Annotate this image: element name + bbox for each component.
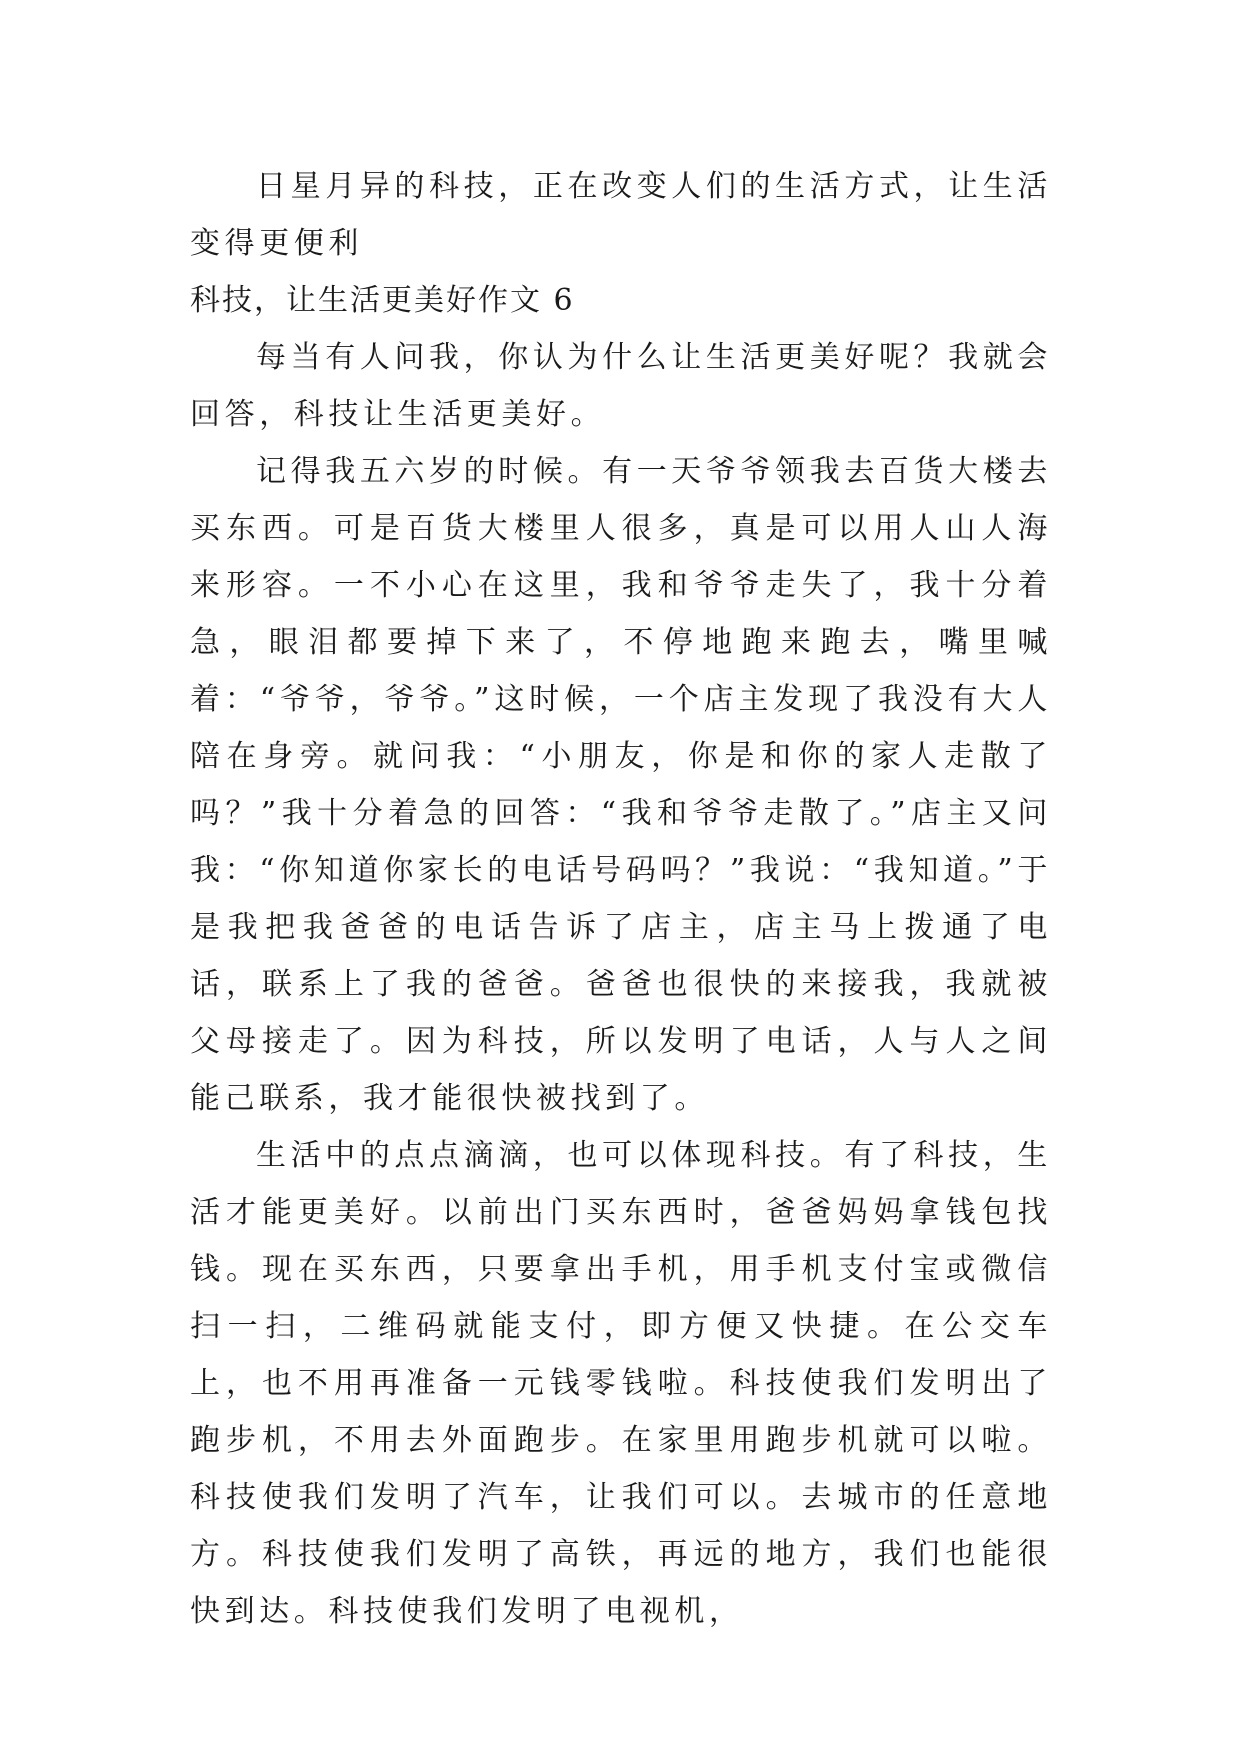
paragraph-2: 记得我五六岁的时候。有一天爷爷领我去百货大楼去买东西。可是百货大楼里人很多，真是可以用人山人海来形容。一不小心在这里，我和爷爷走失了，我十分着急，眼泪都要掉下来了，不停地跑来跑去，嘴里喊着：“爷爷，爷爷。”这时候，一个店主发现了我没有大人陪在身旁。就问我：“小朋友，你是和你的家人走散了吗？”我十分着急的回答：“我和爷爷走散了。”店主又问我：“你知道你家长的电话号码吗？”我说：“我知道。”于是我把我爸爸的电话告诉了店主，店主马上拨通了电话，联系上了我的爸爸。爸爸也很快的来接我，我就被父母接走了。因为科技，所以发明了电话，人与人之间能己联系，我才能很快被找到了。 — [190, 454, 1052, 1116]
intro-paragraph: 日星月异的科技，正在改变人们的生活方式，让生活变得更便利 — [190, 169, 1052, 261]
paragraph-1: 每当有人问我，你认为什么让生活更美好呢？我就会回答，科技让生活更美好。 — [190, 340, 1052, 432]
paragraph-3: 生活中的点点滴滴，也可以体现科技。有了科技，生活才能更美好。以前出门买东西时，爸爸妈妈拿钱包找钱。现在买东西，只要拿出手机，用手机支付宝或微信扫一扫，二维码就能支付，即方便又快捷。在公交车上，也不用再准备一元钱零钱啦。科技使我们发明出了跑步机，不用去外面跑步。在家里用跑步机就可以啦。科技使我们发明了汽车，让我们可以。去城市的任意地方。科技使我们发明了高铁，再远的地方，我们也能很快到达。科技使我们发明了电视机， — [190, 1138, 1052, 1629]
document-body — [190, 158, 1052, 1640]
essay-title: 科技，让生活更美好作文 6 — [190, 283, 575, 318]
